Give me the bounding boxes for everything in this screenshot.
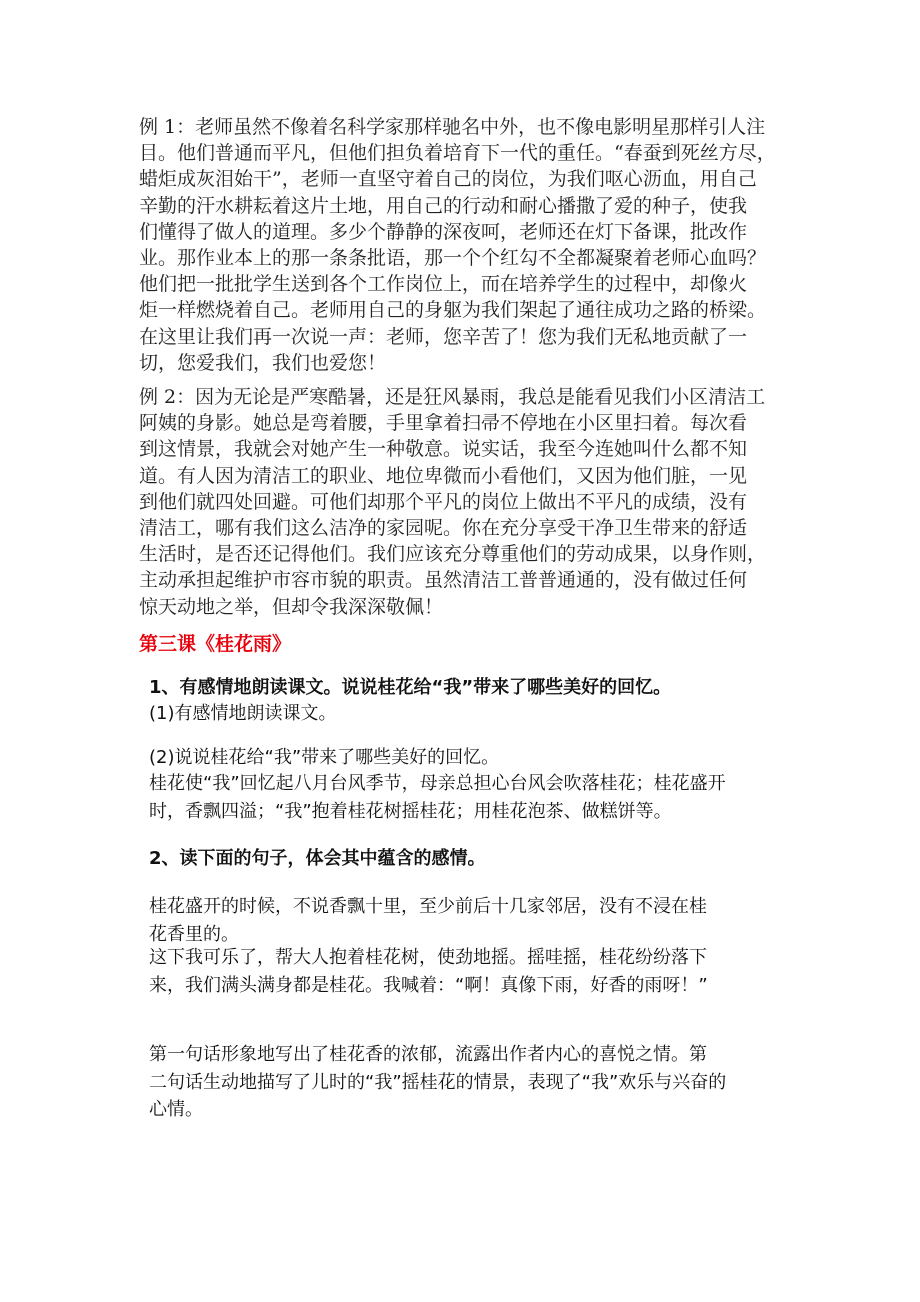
example-1-line: 辛勤的汗水耕耘着这片土地，用自己的行动和耐心播撒了爱的种子，使我	[139, 194, 748, 217]
question-2-sentence-1	[149, 893, 789, 948]
question-2-answer	[149, 1041, 789, 1124]
question-1-sub-1: (1)有感情地朗读课文。	[149, 703, 337, 724]
answer-line: 桂花使“我”回忆起八月台风季节，母亲总担心台风会吹落桂花；桂花盛开	[149, 773, 726, 794]
example-2-line: 生活时，是否还记得他们。我们应该充分尊重他们的劳动成果，以身作则，	[139, 543, 767, 566]
answer-line: 二句话生动地描写了儿时的“我”摇桂花的情景，表现了“我”欢乐与兴奋的	[149, 1071, 727, 1093]
example-1-line: 炬一样燃烧着自己。老师用自己的身躯为我们架起了通往成功之路的桥梁。	[139, 299, 767, 322]
example-1-line: 们懂得了做人的道理。多少个静静的深夜呵，老师还在灯下备课，批改作	[139, 220, 748, 243]
example-2-line: 主动承担起维护市容市貌的职责。虽然清洁工普普通通的，没有做过任何	[139, 569, 748, 592]
sentence-line: 花香里的。	[149, 923, 239, 945]
sentence-line: 来，我们满头满身都是桂花。我喊着：“啊！真像下雨，好香的雨呀！”	[149, 974, 708, 996]
question-2-sentence-2	[149, 944, 789, 999]
example-1-line: 业。那作业本上的那一条条批语，那一个个红勾不全都凝聚着老师心血吗？	[139, 247, 767, 270]
answer-line: 心情。	[149, 1099, 203, 1120]
example-2-line: 例 2：因为无论是严寒酷暑，还是狂风暴雨，我总是能看见我们小区清洁工	[139, 386, 766, 408]
example-1-line: 切，您爱我们，我们也爱您！	[139, 351, 387, 374]
question-2-heading: 2、读下面的句子，体会其中蕴含的感情。	[149, 848, 486, 869]
example-2-line: 道。有人因为清洁工的职业、地位卑微而小看他们，又因为他们脏，一见	[139, 464, 748, 487]
example-2-line: 到他们就四处回避。可他们却那个平凡的岗位上做出不平凡的成绩，没有	[139, 490, 748, 513]
example-1-line: 目。他们普通而平凡，但他们担负着培育下一代的重任。“春蚕到死丝方尽，	[139, 142, 776, 165]
question-1-heading: 1、有感情地朗读课文。说说桂花给“我”带来了哪些美好的回忆。	[149, 677, 672, 698]
sentence-line: 这下我可乐了，帮大人抱着桂花树，使劲地摇。摇哇摇，桂花纷纷落下	[149, 947, 707, 968]
sentence-line: 桂花盛开的时候，不说香飘十里，至少前后十几家邻居，没有不浸在桂	[149, 896, 707, 917]
example-2-paragraph	[139, 384, 787, 620]
example-2-line: 惊天动地之举，但却令我深深敬佩！	[139, 595, 444, 618]
question-1-sub-2: (2)说说桂花给“我”带来了哪些美好的回忆。	[149, 747, 500, 768]
example-1-paragraph	[139, 114, 787, 376]
example-1-line: 蜡炬成灰泪始干”，老师一直坚守着自己的岗位，为我们呕心沥血，用自己	[139, 168, 757, 191]
example-1-line: 他们把一批批学生送到各个工作岗位上，而在培养学生的过程中，却像火	[139, 273, 748, 296]
question-1-answer	[149, 770, 789, 825]
example-2-line: 清洁工，哪有我们这么洁净的家园呢。你在充分享受干净卫生带来的舒适	[139, 517, 748, 540]
answer-line: 第一句话形象地写出了桂花香的浓郁，流露出作者内心的喜悦之情。第	[149, 1044, 707, 1065]
example-2-line: 到这情景，我就会对她产生一种敬意。说实话，我至今连她叫什么都不知	[139, 438, 748, 461]
example-1-line: 在这里让我们再一次说一声：老师，您辛苦了！您为我们无私地贡献了一	[139, 325, 748, 348]
lesson-title: 第三课《桂花雨》	[139, 633, 292, 655]
example-1-line: 例 1：老师虽然不像着名科学家那样驰名中外，也不像电影明星那样引人注	[139, 116, 766, 138]
example-2-line: 阿姨的身影。她总是弯着腰，手里拿着扫帚不停地在小区里扫着。每次看	[139, 412, 748, 435]
answer-line: 时，香飘四溢；“我”抱着桂花树摇桂花；用桂花泡茶、做糕饼等。	[149, 800, 672, 822]
